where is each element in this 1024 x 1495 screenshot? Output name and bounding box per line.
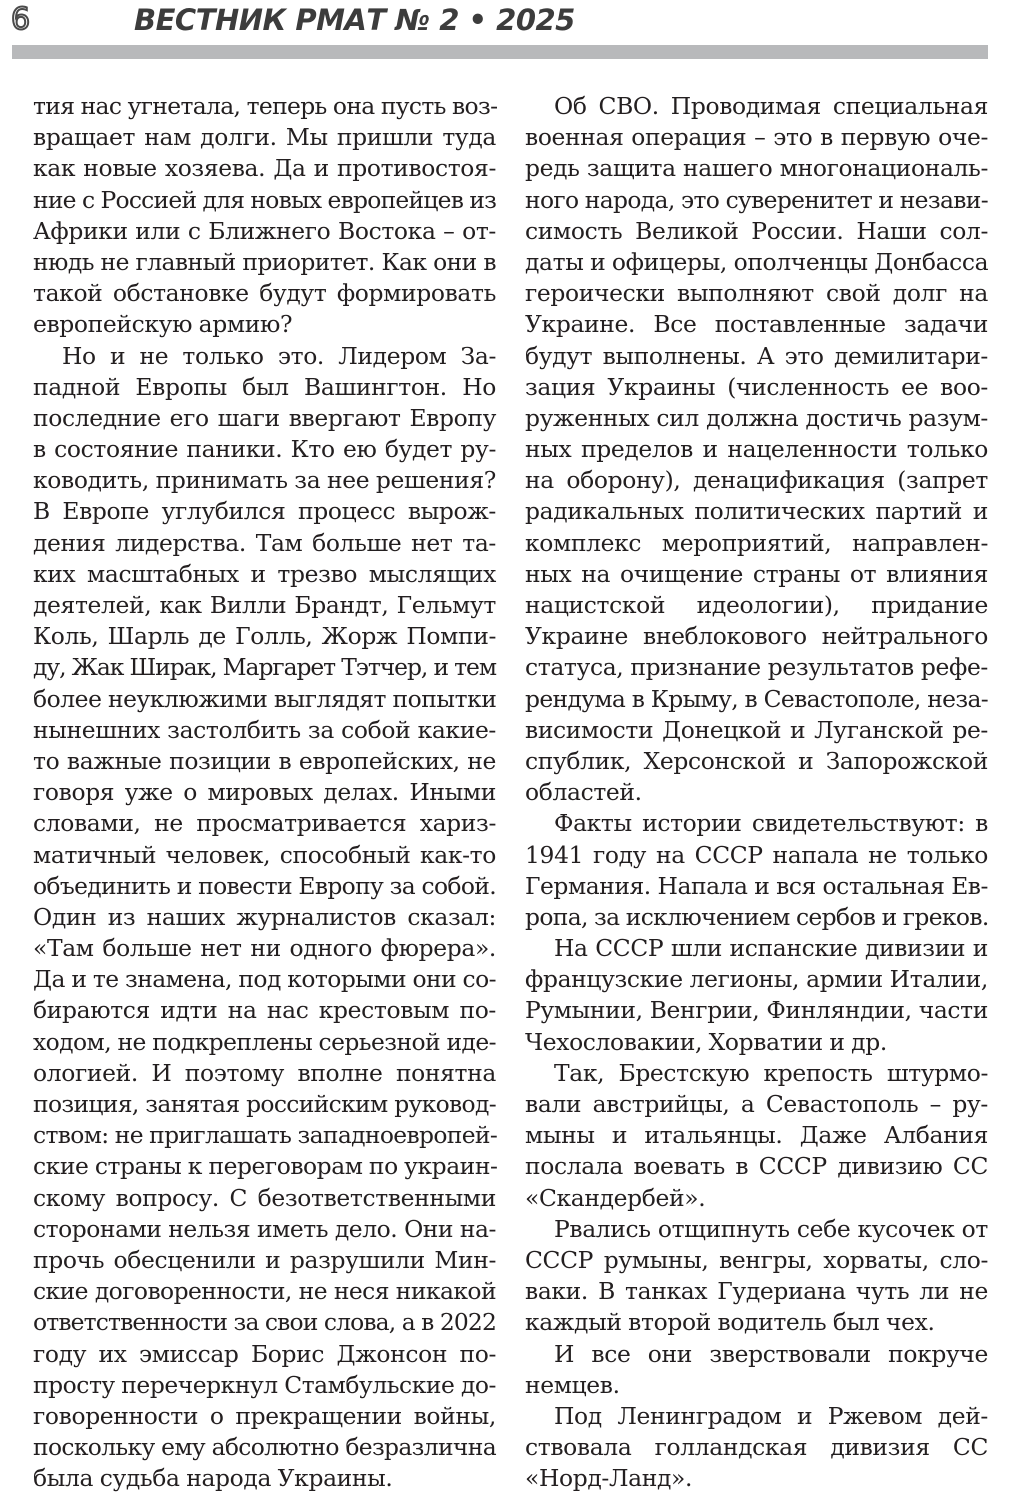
text-line: нюдь не главный приоритет. Как они в: [33, 247, 496, 276]
text-line: как новые хозяева. Да и противостоя-: [33, 154, 496, 183]
text-line: просту перечеркнул Стамбульские до-: [33, 1370, 496, 1399]
text-line: словами, не просматривается хариз-: [33, 809, 496, 838]
text-line: Рвались отщипнуть себе кусочек от: [554, 1214, 988, 1243]
text-line: СССР румыны, венгры, хорваты, сло-: [525, 1245, 988, 1274]
text-line: ответственности за свои слова, а в 2022: [33, 1308, 496, 1337]
text-line: матичный человек, способный как-то: [33, 840, 496, 869]
text-line: году их эмиссар Борис Джонсон по-: [33, 1339, 496, 1368]
article-paragraph: [525, 1401, 988, 1495]
text-line: ду, Жак Ширак, Маргарет Тэтчер, и тем: [33, 653, 496, 682]
text-line: позиция, занятая российским руковод-: [33, 1090, 496, 1118]
text-line: 1941 году на СССР напала не только: [525, 840, 988, 869]
text-line: послала воевать в СССР дивизию СС: [525, 1152, 988, 1181]
text-line: Под Ленинградом и Ржевом дей-: [554, 1401, 988, 1430]
text-line: Один из наших журналистов сказал:: [33, 902, 496, 931]
text-line: ские договоренности, не неся никакой: [33, 1277, 496, 1306]
text-line: будут выполнены. А это демилитари-: [525, 341, 988, 370]
text-line: французские легионы, армии Италии,: [525, 965, 988, 994]
text-line: бираются идти на нас крестовым по-: [33, 996, 496, 1025]
text-line: прочь обесценили и разрушили Мин-: [33, 1245, 496, 1274]
text-line: ных на очищение страны от влияния: [525, 559, 988, 588]
text-line: даты и офицеры, ополченцы Донбасса: [525, 247, 989, 276]
article-paragraph: [525, 1214, 988, 1339]
text-line: статуса, признание результатов рефе-: [525, 653, 988, 682]
text-line: Да и те знамена, под которыми они со-: [33, 965, 496, 994]
text-line: деятелей, как Вилли Брандт, Гельмут: [33, 591, 496, 619]
text-line: руженных сил должна достичь разум-: [525, 403, 988, 432]
text-line: дения лидерства. Там больше нет та-: [33, 528, 496, 557]
text-line: ных пределов и нацеленности только: [525, 435, 988, 464]
text-line: героически выполняют свой долг на: [525, 279, 988, 308]
text-line: вращает нам долги. Мы пришли туда: [33, 123, 496, 152]
text-line: то важные позиции в европейских, не: [33, 746, 496, 775]
article-paragraph: [525, 91, 988, 808]
text-line: говоренности о прекращении войны,: [33, 1401, 496, 1430]
page-number: 6: [11, 2, 31, 37]
text-line: «Там больше нет ни одного фюрера».: [33, 934, 496, 963]
text-line: поскольку ему абсолютно безразлична: [33, 1433, 496, 1462]
text-line: И все они зверствовали покруче: [554, 1339, 988, 1368]
text-line: ством: не приглашать западноевропей-: [33, 1121, 498, 1150]
text-line: ологией. И поэтому вполне понятна: [33, 1058, 496, 1087]
article-column-left: [33, 91, 496, 1494]
text-line: немцев.: [525, 1370, 620, 1399]
text-line: Африки или с Ближнего Востока – от-: [33, 216, 496, 245]
text-line: падной Европы был Вашингтон. Но: [33, 372, 496, 401]
text-line: говоря уже о мировых делах. Иными: [33, 778, 496, 807]
text-line: Факты истории свидетельствуют: в: [554, 809, 988, 838]
text-line: ваки. В танках Гудериана чуть ли не: [525, 1277, 988, 1306]
text-line: нынешних застолбить за собой какие-: [33, 715, 496, 744]
text-line: областей.: [525, 778, 642, 807]
text-line: на оборону), денацификация (запрет: [525, 466, 988, 495]
text-line: Так, Брестскую крепость штурмо-: [554, 1058, 988, 1087]
text-line: комплекс мероприятий, направлен-: [525, 528, 988, 557]
text-line: Украине внеблокового нейтрального: [525, 622, 988, 651]
article-paragraph: [525, 1058, 988, 1214]
text-line: В Европе углубился процесс вырож-: [33, 497, 496, 526]
text-line: «Скандербей».: [525, 1183, 706, 1212]
text-line: Германия. Напала и вся остальная Ев-: [525, 871, 988, 900]
text-line: На СССР шли испанские дивизии и: [554, 934, 988, 963]
text-line: редь защита нашего многонациональ-: [525, 154, 988, 183]
text-line: вали австрийцы, а Севастополь – ру-: [525, 1090, 988, 1118]
text-line: симость Великой России. Наши сол-: [525, 216, 988, 245]
article-column-right: [525, 91, 988, 1494]
text-line: такой обстановке будут формировать: [33, 279, 496, 308]
text-line: нацистской идеологии), придание: [525, 591, 988, 619]
text-line: мыны и итальянцы. Даже Албания: [525, 1121, 988, 1150]
text-line: рендума в Крыму, в Севастополе, неза-: [525, 684, 988, 713]
text-line: сторонами нельзя иметь дело. Они на-: [33, 1214, 496, 1243]
text-line: объединить и повести Европу за собой.: [33, 871, 496, 900]
text-line: каждый второй водитель был чех.: [525, 1308, 935, 1337]
text-line: спублик, Херсонской и Запорожской: [525, 746, 988, 775]
text-line: ких масштабных и трезво мыслящих: [33, 559, 496, 588]
text-line: зация Украины (численность ее воо-: [525, 372, 988, 401]
text-line: тия нас угнетала, теперь она пусть воз-: [33, 92, 498, 120]
text-line: Румынии, Венгрии, Финляндии, части: [525, 996, 988, 1025]
text-line: в состояние паники. Кто ею будет ру-: [33, 435, 496, 464]
text-line: ропа, за исключением сербов и греков.: [525, 902, 989, 931]
article-paragraph: [33, 341, 496, 1495]
text-line: последние его шаги ввергают Европу: [33, 403, 496, 432]
text-line: скому вопросу. С безответственными: [33, 1183, 496, 1212]
text-line: была судьба народа Украины.: [33, 1464, 393, 1493]
text-line: висимости Донецкой и Луганской ре-: [525, 715, 988, 744]
text-line: «Норд-Ланд».: [525, 1464, 693, 1493]
article-paragraph: [525, 1339, 988, 1401]
text-line: ного народа, это суверенитет и незави-: [525, 185, 988, 214]
text-line: военная операция – это в первую оче-: [525, 123, 988, 152]
text-line: ководить, принимать за нее решения?: [33, 466, 496, 495]
article-paragraph: [525, 808, 988, 933]
text-line: Чехословакии, Хорватии и др.: [525, 1027, 887, 1056]
text-line: Но и не только это. Лидером За-: [62, 341, 496, 370]
text-line: Коль, Шарль де Голль, Жорж Помпи-: [33, 622, 496, 651]
text-line: более неуклюжими выглядят попытки: [33, 684, 497, 713]
text-line: радикальных политических партий и: [525, 497, 988, 526]
masthead-title: ВЕСТНИК РМАТ № 2 • 2025: [134, 3, 575, 37]
article-paragraph: [525, 933, 988, 1058]
text-line: Об СВО. Проводимая специальная: [554, 92, 988, 120]
header-divider-bar: [12, 45, 988, 59]
text-line: ходом, не подкреплены серьезной иде-: [33, 1027, 497, 1056]
text-line: европейскую армию?: [33, 310, 293, 339]
text-line: ские страны к переговорам по украин-: [33, 1152, 498, 1181]
text-line: ствовала голландская дивизия СС: [525, 1433, 988, 1462]
text-line: Украине. Все поставленные задачи: [525, 310, 988, 339]
article-paragraph: [33, 91, 496, 341]
text-line: ние с Россией для новых европейцев из: [33, 185, 497, 214]
